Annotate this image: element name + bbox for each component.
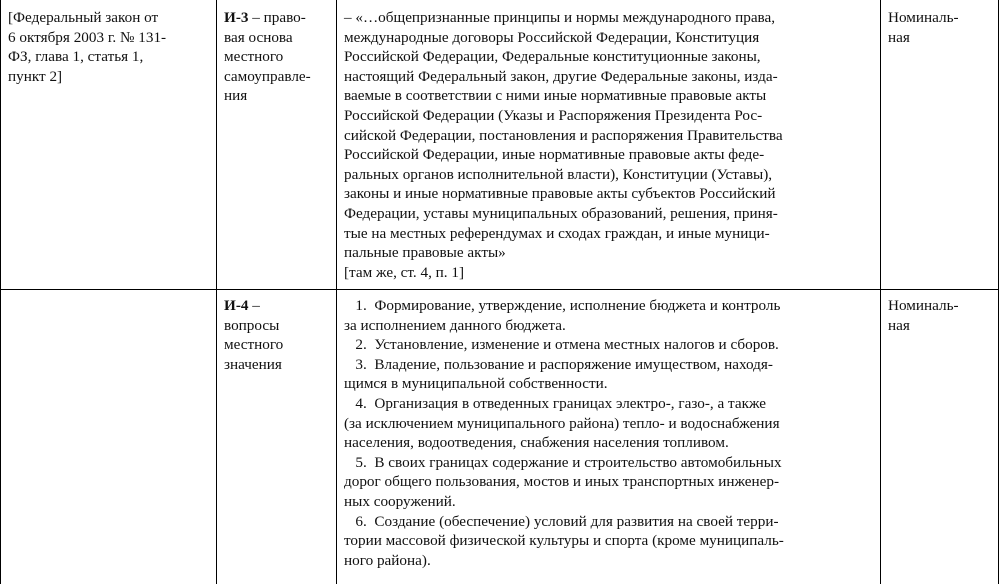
row1-source-cell xyxy=(8,8,208,86)
row1-content-line: Федерации, уставы муниципальных образований, решения, приня- xyxy=(344,204,778,222)
row2-status-line: Номиналь- xyxy=(888,297,959,314)
row2-content-cell xyxy=(344,296,872,570)
row2-content-line: 3. Владение, пользование и распоряжение имуществом, находя- xyxy=(344,355,773,373)
row2-content-line: (за исключением муниципального района) тепло- и водоснабжения xyxy=(344,414,780,432)
row2-content-line: 5. В своих границах содержание и строительство автомобильных xyxy=(344,453,782,471)
row2-content-line: за исполнением данного бюджета. xyxy=(344,316,566,334)
row1-source-line: [Федеральный закон от xyxy=(8,9,159,26)
row1-content-line: ральных органов исполнительной власти), Конституции (Уставы), xyxy=(344,165,773,183)
row2-content-line: населения, водоотведения, снабжения населения топливом. xyxy=(344,434,729,452)
row1-content-line: Российской Федерации (Указы и Распоряжения Президента Рос- xyxy=(344,106,763,124)
column-divider-3 xyxy=(880,0,881,584)
row1-content-line: международные договоры Российской Федерации, Конституция xyxy=(344,28,760,46)
row2-content-line: ных сооружений. xyxy=(344,492,456,510)
row2-content-line: дорог общего пользования, мостов и иных транспортных инженер- xyxy=(344,473,780,491)
row1-topic-line: самоуправле- xyxy=(224,67,311,85)
row2-topic-line: вопросы xyxy=(224,316,280,334)
row1-topic-cell xyxy=(224,8,332,106)
row1-content-line: – «…общепризнанные принципы и нормы международного права, xyxy=(344,9,776,26)
row1-status-line: Номиналь- xyxy=(888,9,959,26)
row1-status-cell xyxy=(888,8,992,47)
row1-topic-line: местного xyxy=(224,48,284,66)
row2-content-line: 4. Организация в отведенных границах электро-, газо-, а также xyxy=(344,394,767,412)
row2-content-line: 2. Установление, изменение и отмена местных налогов и сборов. xyxy=(344,336,779,354)
row1-content-line: ваемые в соответствии с ними иные нормативные правовые акты xyxy=(344,87,767,105)
row1-source-line: ФЗ, глава 1, статья 1, xyxy=(8,48,144,66)
row2-code: И-4 xyxy=(224,297,249,314)
row2-status-cell xyxy=(888,296,992,335)
row2-content-line: щимся в муниципальной собственности. xyxy=(344,375,608,393)
row2-topic-tail: – xyxy=(248,297,260,314)
row1-topic-line: ния xyxy=(224,87,248,105)
row-divider xyxy=(0,289,999,290)
row1-content-cell xyxy=(344,8,872,282)
row1-content-line: настоящий Федеральный закон, другие Федеральные законы, изда- xyxy=(344,67,778,85)
row1-status-line: ная xyxy=(888,28,910,46)
row2-content-line: 1. Формирование, утверждение, исполнение бюджета и контроль xyxy=(344,297,781,314)
row1-code: И-3 xyxy=(224,9,249,26)
column-divider-2 xyxy=(336,0,337,584)
row1-content-line: сийской Федерации, постановления и распоряжения Правительства xyxy=(344,126,783,144)
row1-content-line: Российской Федерации, Федеральные конституционные законы, xyxy=(344,48,761,66)
row2-topic-line: местного xyxy=(224,336,284,354)
table-border-left xyxy=(0,0,1,584)
row1-source-line: пункт 2] xyxy=(8,67,63,85)
row1-topic-tail: – право- xyxy=(248,9,306,26)
row1-citation: [там же, ст. 4, п. 1] xyxy=(344,263,465,281)
row2-topic-heading xyxy=(224,296,332,316)
row1-topic-line: вая основа xyxy=(224,28,293,46)
row2-content-line: 6. Создание (обеспечение) условий для развития на своей терри- xyxy=(344,512,779,530)
row1-content-line: тые на местных референдумах и сходах граждан, и иные муници- xyxy=(344,224,770,242)
row1-content-line: пальные правовые акты» xyxy=(344,244,506,262)
row2-content-line: ного района). xyxy=(344,551,431,569)
row1-topic-heading xyxy=(224,8,332,28)
row2-content-line: тории массовой физической культуры и спорта (кроме муниципаль- xyxy=(344,532,784,550)
row2-status-line: ная xyxy=(888,316,910,334)
row1-source-line: 6 октября 2003 г. № 131- xyxy=(8,28,167,46)
row2-topic-cell xyxy=(224,296,332,374)
row1-content-line: Российской Федерации, иные нормативные правовые акты феде- xyxy=(344,146,765,164)
row1-content-line: законы и иные нормативные правовые акты субъектов Российский xyxy=(344,185,776,203)
table-border-right xyxy=(998,0,999,584)
row2-topic-line: значения xyxy=(224,355,282,373)
column-divider-1 xyxy=(216,0,217,584)
